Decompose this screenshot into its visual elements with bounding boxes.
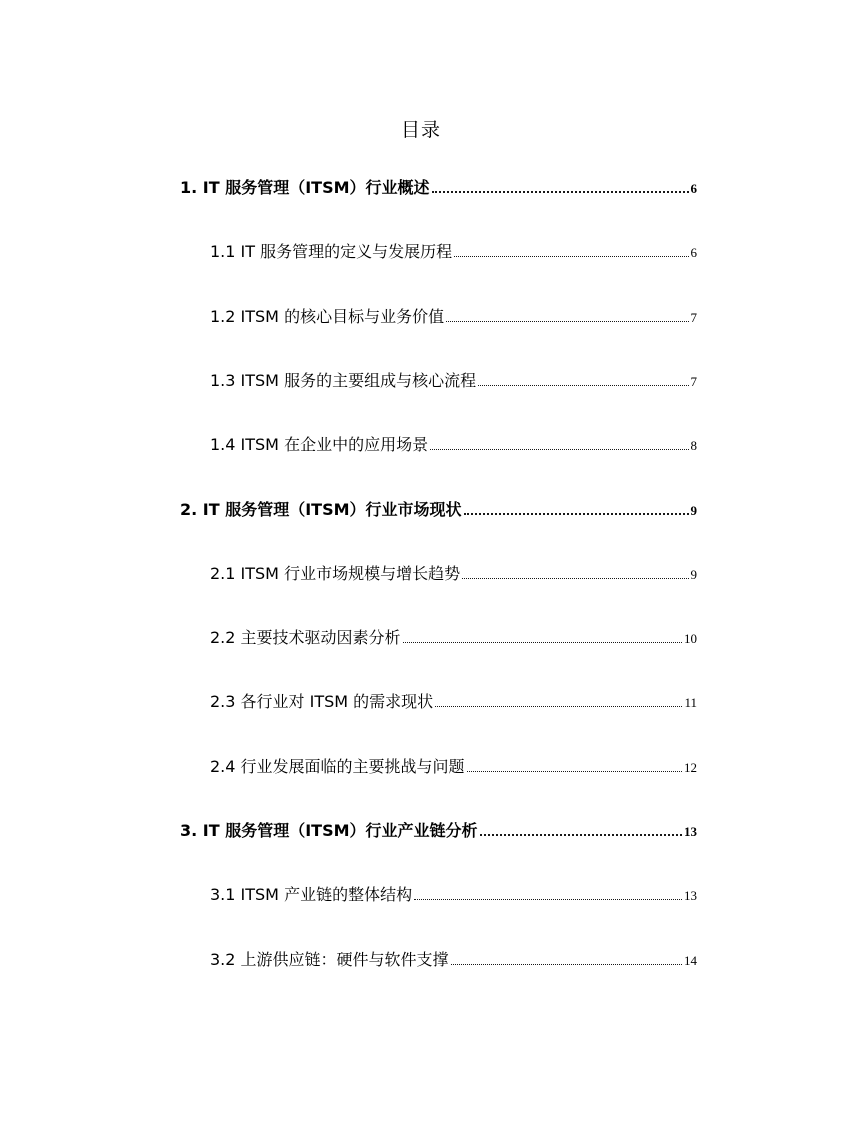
toc-section-entry[interactable] bbox=[210, 367, 697, 391]
toc-chapter-entry[interactable] bbox=[180, 817, 697, 841]
toc-dot-leader bbox=[432, 191, 689, 193]
toc-dot-leader bbox=[467, 771, 682, 772]
toc-dot-leader bbox=[454, 256, 688, 257]
toc-entry-label: 2.1 ITSM 行业市场规模与增长趋势 bbox=[210, 564, 461, 583]
toc-page-number: 6 bbox=[690, 245, 697, 260]
toc-chapter-entry[interactable] bbox=[180, 174, 697, 198]
toc-chapter-entry[interactable] bbox=[180, 496, 697, 520]
toc-dot-leader bbox=[464, 513, 689, 515]
toc-dot-leader bbox=[478, 385, 688, 386]
toc-dot-leader bbox=[430, 449, 688, 450]
toc-dot-leader bbox=[462, 578, 688, 579]
toc-page-number: 13 bbox=[684, 824, 697, 839]
toc-dot-leader bbox=[446, 321, 688, 322]
toc-entry-label: 2.4 行业发展面临的主要挑战与问题 bbox=[210, 757, 465, 776]
toc-dot-leader bbox=[435, 706, 682, 707]
toc-section-entry[interactable] bbox=[210, 238, 697, 262]
toc-section-entry[interactable] bbox=[210, 946, 697, 970]
toc-page-number: 12 bbox=[684, 760, 697, 775]
toc-page-number: 7 bbox=[690, 374, 697, 389]
toc-page-number: 7 bbox=[690, 310, 697, 325]
toc-section-entry[interactable] bbox=[210, 624, 697, 648]
toc-entry-label: 2. IT 服务管理（ITSM）行业市场现状 bbox=[180, 500, 462, 519]
toc-dot-leader bbox=[451, 964, 682, 965]
toc-page-number: 14 bbox=[684, 953, 697, 968]
toc-entry-label: 1.3 ITSM 服务的主要组成与核心流程 bbox=[210, 371, 477, 390]
toc-entry-label: 1. IT 服务管理（ITSM）行业概述 bbox=[180, 178, 430, 197]
toc-title: 目录 bbox=[400, 119, 441, 141]
toc-section-entry[interactable] bbox=[210, 560, 697, 584]
toc-entry-label: 3.1 ITSM 产业链的整体结构 bbox=[210, 885, 413, 904]
toc-section-entry[interactable] bbox=[210, 431, 697, 455]
toc-section-entry[interactable] bbox=[210, 688, 697, 712]
toc-entry-label: 2.2 主要技术驱动因素分析 bbox=[210, 628, 401, 647]
toc-page-number: 11 bbox=[684, 695, 697, 710]
toc-entry-label: 2.3 各行业对 ITSM 的需求现状 bbox=[210, 692, 434, 711]
toc-dot-leader bbox=[403, 642, 682, 643]
toc-page-number: 10 bbox=[684, 631, 697, 646]
toc-page-number: 9 bbox=[690, 503, 697, 518]
toc-entry-label: 3. IT 服务管理（ITSM）行业产业链分析 bbox=[180, 821, 478, 840]
toc-entry-label: 1.4 ITSM 在企业中的应用场景 bbox=[210, 435, 429, 454]
toc-section-entry[interactable] bbox=[210, 753, 697, 777]
toc-entry-label: 1.2 ITSM 的核心目标与业务价值 bbox=[210, 307, 445, 326]
toc-section-entry[interactable] bbox=[210, 303, 697, 327]
toc-page-number: 13 bbox=[684, 888, 697, 903]
toc-page-number: 9 bbox=[690, 567, 697, 582]
toc-dot-leader bbox=[480, 834, 682, 836]
toc-section-entry[interactable] bbox=[210, 881, 697, 905]
toc-page-number: 6 bbox=[690, 181, 697, 196]
toc-entry-label: 3.2 上游供应链：硬件与软件支撑 bbox=[210, 950, 449, 969]
toc-dot-leader bbox=[414, 899, 682, 900]
toc-entry-label: 1.1 IT 服务管理的定义与发展历程 bbox=[210, 242, 453, 261]
toc-page-number: 8 bbox=[690, 438, 697, 453]
